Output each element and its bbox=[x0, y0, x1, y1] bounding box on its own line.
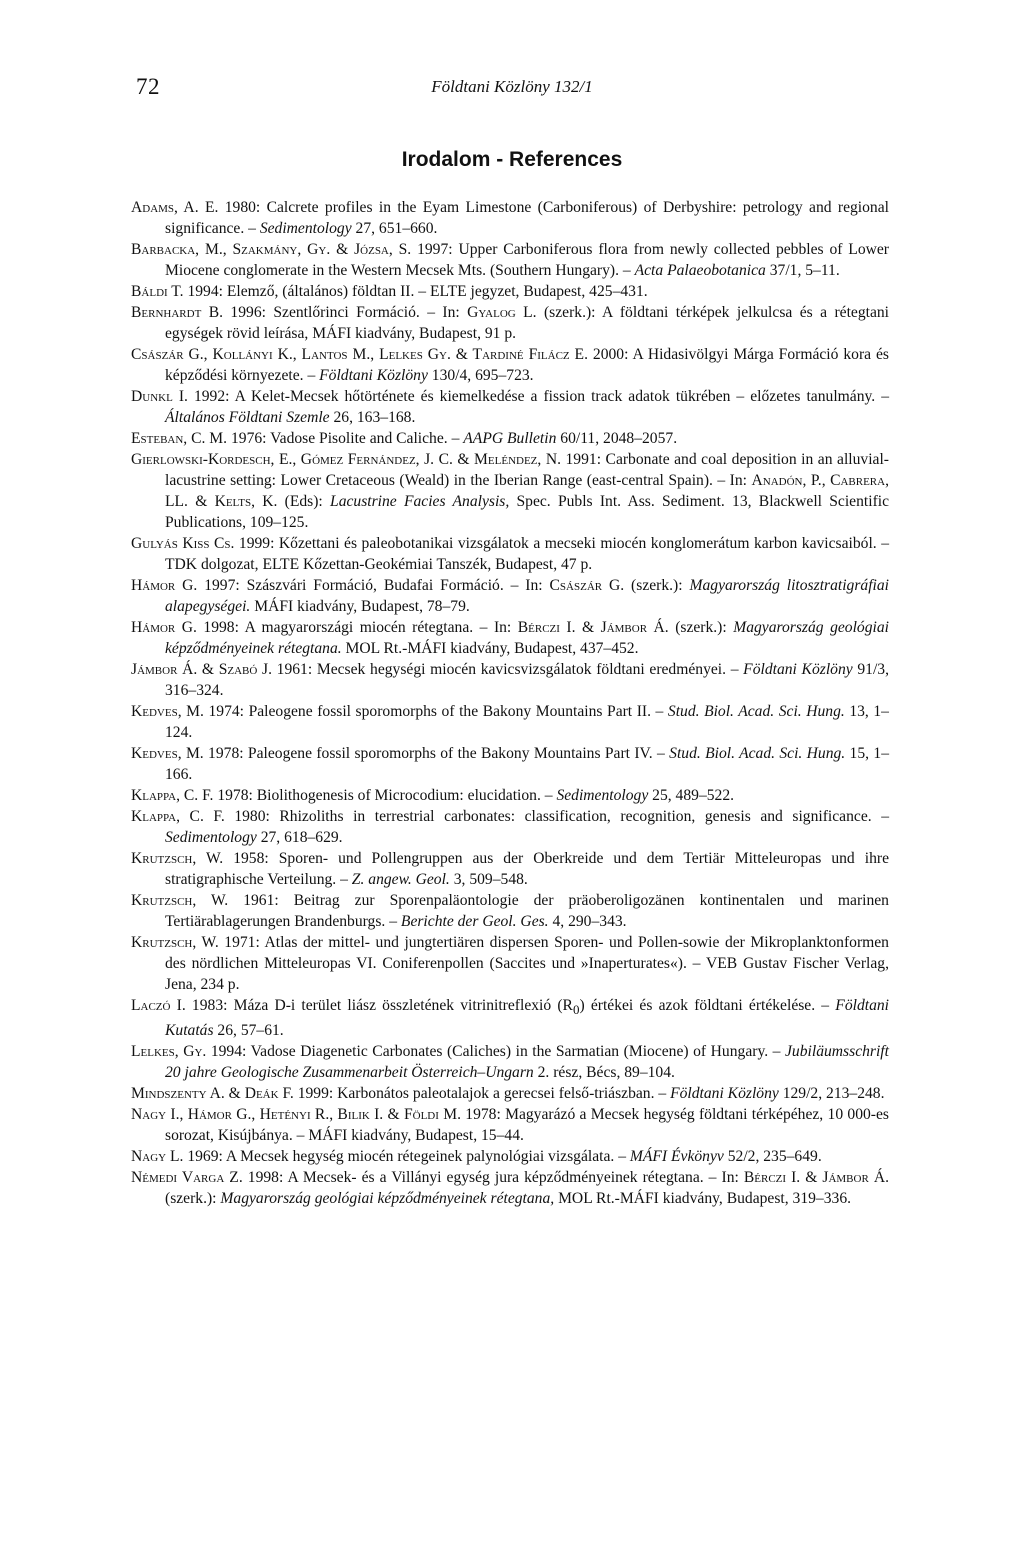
reference-list bbox=[131, 197, 889, 1209]
reference-text: 130/4, 695–723. bbox=[427, 367, 534, 384]
reference-authors: Jámbor Á. & Szabó J. bbox=[131, 661, 272, 678]
reference-text: 1980: Calcrete profiles in the Eyam Limestone (Carboniferous) of Derbyshire: petrology and regional significance. – bbox=[165, 199, 889, 237]
reference-text: 37/1, 5–11. bbox=[765, 262, 840, 279]
page-number: 72 bbox=[136, 74, 160, 99]
reference-source: Földtani Közlöny bbox=[743, 661, 853, 678]
reference-authors: Báldi T. bbox=[131, 283, 184, 300]
reference-entry bbox=[131, 428, 889, 449]
reference-entry bbox=[131, 806, 889, 848]
reference-authors: Gyalog L. bbox=[467, 304, 537, 321]
reference-text: 26, 57–61. bbox=[213, 1022, 284, 1040]
reference-source: Magyarország geológiai képződményeinek rétegtana, bbox=[220, 1190, 555, 1208]
reference-entry bbox=[131, 533, 889, 575]
section-title: Irodalom - References bbox=[401, 148, 623, 171]
reference-entry bbox=[131, 701, 889, 743]
reference-authors: Laczó I. bbox=[131, 997, 186, 1014]
reference-entry bbox=[131, 575, 889, 617]
reference-authors: Bernhardt B. bbox=[131, 304, 224, 321]
reference-source: AAPG Bulletin bbox=[463, 430, 557, 447]
reference-entry bbox=[131, 449, 889, 533]
reference-text: 1978: Paleogene fossil sporomorphs of the Bakony Mountains Part IV. – bbox=[203, 745, 670, 762]
reference-source: Földtani Közlöny bbox=[670, 1085, 779, 1103]
reference-authors: Bérczi I. & Jámbor Á. bbox=[743, 1169, 889, 1187]
running-head: Földtani Közlöny 132/1 bbox=[431, 77, 593, 96]
reference-entry bbox=[131, 302, 889, 344]
reference-source: Magyarország litosztratigráfiai alapegységei. bbox=[165, 577, 890, 615]
reference-authors: Hámor G. bbox=[131, 619, 197, 636]
reference-text: 1997: Upper Carboniferous flora from newly collected pebbles of Lower Miocene conglomerate in the Western Mecsek Mts. (Southern Hungary). – bbox=[165, 241, 889, 279]
reference-text: 52/2, 235–649. bbox=[723, 1148, 822, 1166]
reference-authors: Kedves, M. bbox=[131, 745, 204, 762]
reference-text: (szerk.): bbox=[165, 1190, 221, 1208]
reference-source: Z. angew. Geol. bbox=[351, 871, 450, 888]
reference-authors: Gierlowski-Kordesch, E., Gómez Fernández, J. C. & Meléndez, N. bbox=[131, 451, 561, 468]
reference-authors: Gulyás Kiss Cs. bbox=[131, 535, 235, 552]
reference-authors: Császár G. bbox=[549, 577, 625, 594]
reference-authors: Nagy I., Hámor G., Hetényi R., Bilik I. & Földi M. bbox=[131, 1106, 461, 1124]
reference-text: (Eds): bbox=[277, 493, 331, 510]
reference-text: 1999: Kőzettani és paleobotanikai vizsgálatok a mecseki miocén konglomerátum karbon kavicsaiból. – TDK dolgozat, ELTE Kőzettan-Geokémiai Tanszék, Budapest, 47 p. bbox=[165, 535, 889, 573]
reference-text: 1971: Atlas der mittel- und jungtertiären dispersen Sporen- und Pollen-sowie der Mikroplanktonformen des nördlichen Mitteleuropas VI. Coniferenpollen (Saccites und »Inaperturates«). – VEB Gustav Fischer Verlag, Jena, 234 p. bbox=[165, 934, 889, 993]
reference-text: 1958: Sporen- und Pollengruppen aus der Oberkreide und dem Tertiär Mitteleuropas und ihre stratigraphische Verteilung. – bbox=[165, 850, 889, 888]
reference-text: MOL Rt.-MÁFI kiadvány, Budapest, 437–452. bbox=[341, 640, 639, 657]
reference-text: (szerk.): bbox=[624, 577, 690, 594]
reference-authors: Dunkl I. bbox=[131, 388, 188, 405]
reference-authors: Anadón, P., Cabrera, LL. & Kelts, K. bbox=[165, 472, 889, 510]
reference-authors: Klappa, C. F. bbox=[131, 808, 225, 825]
reference-authors: Barbacka, M., Szakmány, Gy. & Józsa, S. bbox=[131, 241, 412, 258]
reference-text: 1976: Vadose Pisolite and Caliche. – bbox=[227, 430, 464, 447]
reference-source: Berichte der Geol. Ges. bbox=[400, 913, 549, 930]
reference-entry bbox=[131, 785, 889, 806]
reference-entry bbox=[131, 344, 889, 386]
reference-authors: Kedves, M. bbox=[131, 703, 204, 720]
reference-authors: Bérczi I. & Jámbor Á. bbox=[517, 619, 669, 636]
reference-source: MÁFI Évkönyv bbox=[629, 1148, 724, 1166]
reference-text: 2. rész, Bécs, 89–104. bbox=[533, 1064, 675, 1082]
reference-entry bbox=[131, 1146, 889, 1167]
reference-text: 1983: Máza D-i terület liász összletének vitrinitreflexió (R bbox=[185, 997, 573, 1014]
reference-text: 2000: A Hidasivölgyi Márga Formáció kora és képződési környezete. – bbox=[165, 346, 889, 384]
reference-source: Stud. Biol. Acad. Sci. Hung. bbox=[669, 745, 846, 762]
reference-authors: Császár G., Kollányi K., Lantos M., Lelkes Gy. & Tardiné Filácz E. bbox=[131, 346, 588, 363]
reference-entry bbox=[131, 995, 889, 1041]
reference-text: 15, 1–166. bbox=[165, 745, 889, 783]
reference-text: 26, 163–168. bbox=[329, 409, 416, 426]
reference-authors: Krutzsch, W. bbox=[131, 934, 219, 951]
reference-authors: Esteban, C. M. bbox=[131, 430, 228, 447]
reference-text: 129/2, 213–248. bbox=[778, 1085, 885, 1103]
reference-entry bbox=[131, 1083, 889, 1104]
reference-entry bbox=[131, 659, 889, 701]
reference-entry bbox=[131, 386, 889, 428]
reference-text: (szerk.): bbox=[668, 619, 734, 636]
reference-authors: Adams, A. E. bbox=[131, 199, 219, 216]
reference-text: 13, 1–124. bbox=[165, 703, 889, 741]
reference-source: Sedimentology bbox=[165, 829, 257, 846]
reference-source: Földtani Kutatás bbox=[165, 997, 890, 1040]
reference-text: 1974: Paleogene fossil sporomorphs of the Bakony Mountains Part II. – bbox=[203, 703, 668, 720]
reference-entry bbox=[131, 1041, 889, 1083]
reference-text: Spec. Publs Int. Ass. Sediment. 13, Blackwell Scientific Publications, 109–125. bbox=[165, 493, 890, 531]
reference-text: 1994: Elemző, (általános) földtan II. – ELTE jegyzet, Budapest, 425–431. bbox=[183, 283, 648, 300]
reference-authors: Krutzsch, W. bbox=[131, 892, 229, 909]
reference-entry bbox=[131, 197, 889, 239]
reference-source: Acta Palaeobotanica bbox=[634, 262, 766, 279]
reference-text: 1998: A Mecsek- és a Villányi egység jura képződményeinek rétegtana. – In: bbox=[242, 1169, 744, 1187]
reference-authors: Klappa, C. F. bbox=[131, 787, 214, 804]
reference-source: Jubiläumsschrift 20 jahre Geologische Zusammenarbeit Österreich–Ungarn bbox=[165, 1043, 889, 1082]
reference-authors: Hámor G. bbox=[131, 577, 198, 594]
reference-text: 91/3, 316–324. bbox=[165, 661, 889, 699]
reference-text: 1997: Szászvári Formáció, Budafai Formáció. – In: bbox=[197, 577, 550, 594]
subscript: 0 bbox=[572, 1002, 580, 1018]
reference-source: Sedimentology bbox=[556, 787, 649, 804]
reference-text: 1961: Beitrag zur Sporenpaläontologie der präoberoligozänen kontinentalen und marinen Tertiärablagerungen Brandenburgs. – bbox=[165, 892, 889, 930]
reference-text: 1994: Vadose Diagenetic Carbonates (Caliches) in the Sarmatian (Miocene) of Hungary. – bbox=[206, 1043, 786, 1061]
reference-entry bbox=[131, 743, 889, 785]
reference-text: 25, 489–522. bbox=[648, 787, 735, 804]
reference-source: Stud. Biol. Acad. Sci. Hung. bbox=[667, 703, 845, 720]
reference-source: Földtani Közlöny bbox=[319, 367, 428, 384]
reference-text: ) értékei és azok földtani értékelése. – bbox=[579, 997, 836, 1014]
reference-entry bbox=[131, 617, 889, 659]
reference-source: Sedimentology bbox=[259, 220, 352, 237]
reference-entry bbox=[131, 281, 889, 302]
reference-text: 27, 651–660. bbox=[351, 220, 438, 237]
reference-text: 1978: Magyarázó a Mecsek hegység földtani térképéhez, 10 000-es sorozat, Kisújbánya. – MÁFI kiadvány, Budapest, 15–44. bbox=[165, 1106, 889, 1145]
reference-authors: Krutzsch, W. bbox=[131, 850, 224, 867]
reference-text: 1998: A magyarországi miocén rétegtana. – In: bbox=[196, 619, 518, 636]
reference-authors: Nagy L. bbox=[131, 1148, 184, 1166]
reference-text: MOL Rt.-MÁFI kiadvány, Budapest, 319–336. bbox=[554, 1190, 852, 1208]
reference-entry bbox=[131, 1167, 889, 1209]
reference-entry bbox=[131, 848, 889, 890]
reference-text: 1991: Carbonate and coal deposition in an alluvial-lacustrine setting: Lower Cretaceous (Weald) in the Iberian Range (east-central Spain). – In: bbox=[165, 451, 889, 489]
reference-text: 1969: A Mecsek hegység miocén rétegeinek palynológiai vizsgálata. – bbox=[183, 1148, 630, 1166]
reference-source: Általános Földtani Szemle bbox=[165, 409, 330, 426]
reference-text: 1992: A Kelet-Mecsek hőtörténete és kiemelkedése a fission track adatok tükrében – előzetes tanulmány. – bbox=[187, 388, 889, 405]
reference-text: 1980: Rhizoliths in terrestrial carbonates: classification, recognition, genesis and significance. – bbox=[224, 808, 889, 825]
reference-entry bbox=[131, 932, 889, 995]
reference-authors: Lelkes, Gy. bbox=[131, 1043, 207, 1061]
reference-text: MÁFI kiadvány, Budapest, 78–79. bbox=[250, 598, 470, 615]
reference-authors: Némedi Varga Z. bbox=[131, 1169, 243, 1187]
reference-text: 1999: Karbonátos paleotalajok a gerecsei felső-triászban. – bbox=[293, 1085, 671, 1103]
reference-authors: Mindszenty A. & Deák F. bbox=[131, 1085, 294, 1103]
reference-text: 1996: Szentlőrinci Formáció. – In: bbox=[223, 304, 468, 321]
reference-text: 27, 618–629. bbox=[256, 829, 343, 846]
reference-entry bbox=[131, 890, 889, 932]
reference-source: Lacustrine Facies Analysis, bbox=[330, 493, 510, 510]
reference-text: 4, 290–343. bbox=[548, 913, 627, 930]
reference-text: (szerk.): A földtani térképek jelkulcsa és a rétegtani egységek rövid leírása, MÁFI kiadvány, Budapest, 91 p. bbox=[165, 304, 890, 342]
reference-text: 60/11, 2048–2057. bbox=[556, 430, 678, 447]
reference-text: 1961: Mecsek hegységi miocén kavicsvizsgálatok földtani eredményei. – bbox=[271, 661, 744, 678]
reference-text: 3, 509–548. bbox=[449, 871, 528, 888]
reference-entry bbox=[131, 239, 889, 281]
reference-entry bbox=[131, 1104, 889, 1146]
reference-text: 1978: Biolithogenesis of Microcodium: elucidation. – bbox=[213, 787, 557, 804]
reference-source: Magyarország geológiai képződményeinek rétegtana. bbox=[165, 619, 889, 657]
